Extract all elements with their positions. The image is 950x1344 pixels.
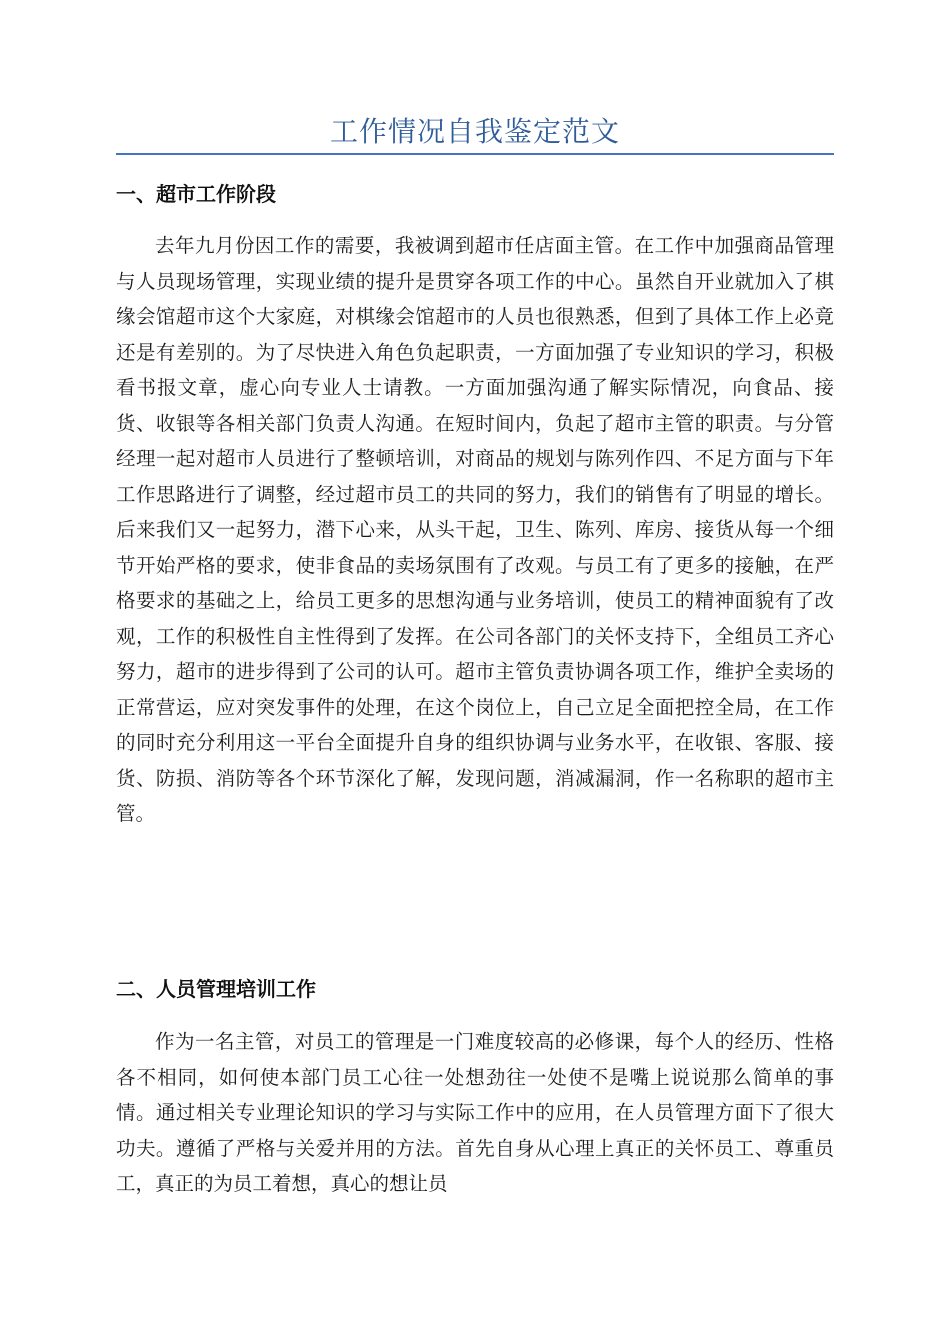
title-underline [116,153,834,155]
section-1-heading: 一、超市工作阶段 [116,182,276,206]
document-title: 工作情况自我鉴定范文 [329,115,620,148]
section-2-paragraph: 作为一名主管，对员工的管理是一门难度较高的必修课，每个人的经历、性格各不相同，如何使本部门员工心往一处想劲往一处使不是嘴上说说那么简单的事情。通过相关专业理论知识的学习与实际工作中的应用，在人员管理方面下了很大功夫。遵循了严格与关爱并用的方法。首先自身从心理上真正的关怀员工、尊重员工，真正的为员工着想，真心的想让员 [116,1030,834,1195]
section-2-heading: 二、人员管理培训工作 [116,977,316,1001]
section-1-paragraph: 去年九月份因工作的需要，我被调到超市任店面主管。在工作中加强商品管理与人员现场管理，实现业绩的提升是贯穿各项工作的中心。虽然自开业就加入了棋缘会馆超市这个大家庭，对棋缘会馆超市的人员也很熟悉，但到了具体工作上必竟还是有差别的。为了尽快进入角色负起职责，一方面加强了专业知识的学习，积极看书报文章，虚心向专业人士请教。一方面加强沟通了解实际情况，向食品、接货、收银等各相关部门负责人沟通。在短时间内，负起了超市主管的职责。与分管经理一起对超市人员进行了整顿培训，对商品的规划与陈列作四、不足方面与下年工作思路进行了调整，经过超市员工的共同的努力，我们的销售有了明显的增长。后来我们又一起努力，潜下心来，从头干起，卫生、陈列、库房、接货从每一个细节开始严格的要求，使非食品的卖场氛围有了改观。与员工有了更多的接触，在严格要求的基础之上，给员工更多的思想沟通与业务培训，使员工的精神面貌有了改观，工作的积极性自主性得到了发挥。在公司各部门的关怀支持下，全组员工齐心努力，超市的进步得到了公司的认可。超市主管负责协调各项工作，维护全卖场的正常营运，应对突发事件的处理，在这个岗位上，自己立足全面把控全局，在工作的同时充分利用这一平台全面提升自身的组织协调与业务水平，在收银、客服、接货、防损、消防等各个环节深化了解，发现问题，消减漏洞，作一名称职的超市主管。 [116,234,834,825]
